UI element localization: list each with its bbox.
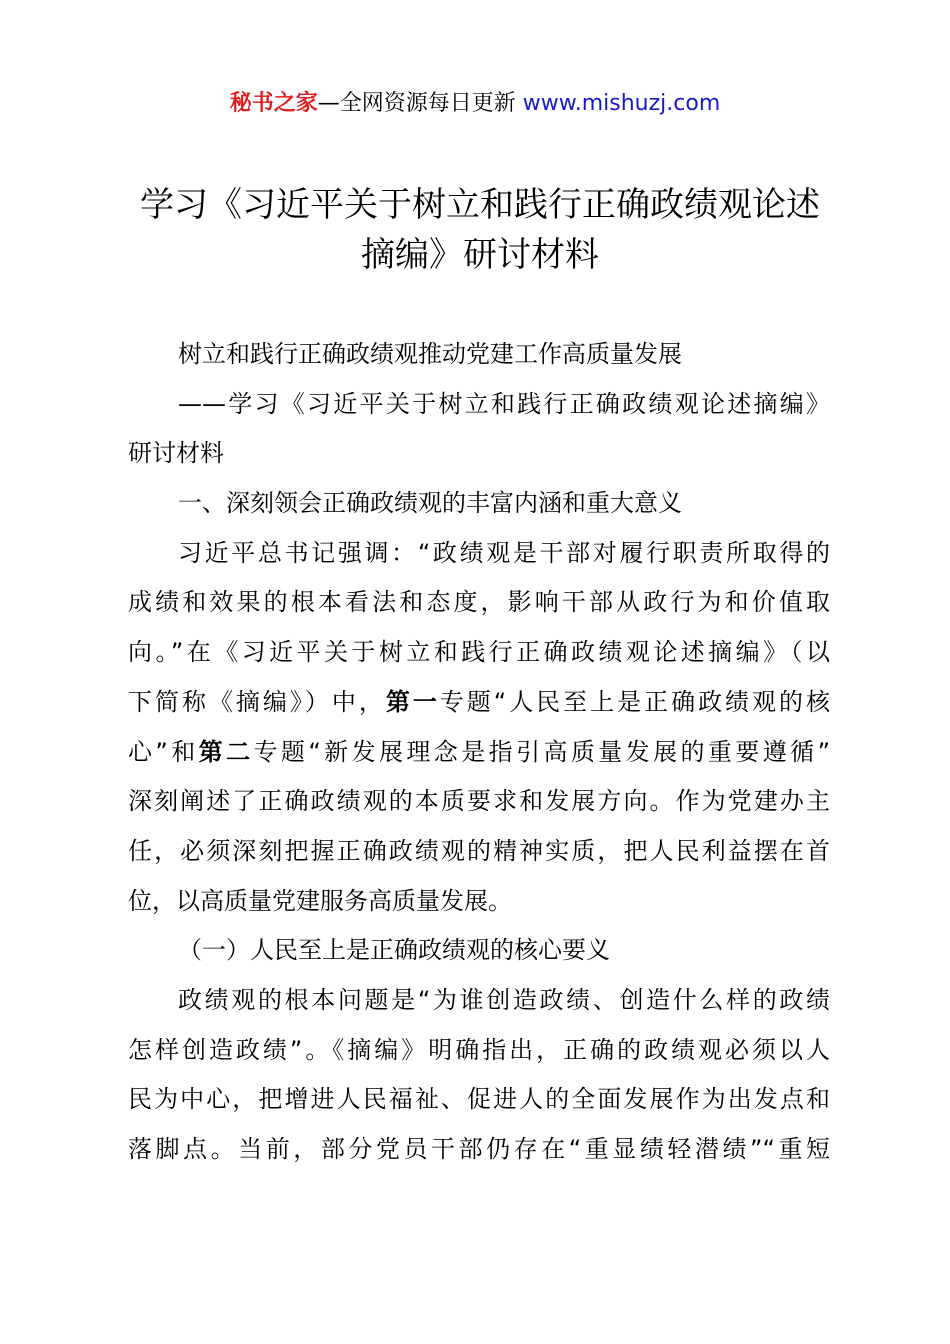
title-line-1: 学习《习近平关于树立和践行正确政绩观论述 bbox=[140, 185, 820, 225]
bold-text: 第二 bbox=[198, 737, 254, 766]
text-segment: 专题“新发展理念是指引高质量发展的重要遵循” bbox=[253, 737, 830, 766]
text-line: 怎样创造政绩”。《摘编》明确指出，正确的政绩观必须以人 bbox=[128, 1035, 830, 1064]
section-heading-1: 一、深刻领会正确政绩观的丰富内涵和重大意义 bbox=[178, 489, 682, 518]
site-header bbox=[0, 86, 950, 122]
text-line: 深刻阐述了正确政绩观的本质要求和发展方向。作为党建办主 bbox=[128, 787, 830, 816]
text-line: 向。”在《习近平关于树立和践行正确政绩观论述摘编》（以 bbox=[128, 638, 830, 667]
text-line: 习近平总书记强调：“政绩观是干部对履行职责所取得的 bbox=[178, 538, 830, 567]
title-line-2: 摘编》研讨材料 bbox=[361, 235, 599, 275]
text-line: 政绩观的根本问题是“为谁创造政绩、创造什么样的政绩 bbox=[178, 985, 830, 1014]
text-line: 成绩和效果的根本看法和态度，影响干部从政行为和价值取 bbox=[128, 588, 830, 617]
text-line: 民为中心，把增进人民福祉、促进人的全面发展作为出发点和 bbox=[128, 1085, 830, 1114]
text-line: 位，以高质量党建服务高质量发展。 bbox=[128, 886, 512, 915]
document-title bbox=[110, 180, 850, 280]
subtitle-source-end: 研讨材料 bbox=[128, 439, 224, 468]
subsection-heading-1: （一）人民至上是正确政绩观的核心要义 bbox=[178, 936, 610, 965]
subtitle-source: ——学习《习近平关于树立和践行正确政绩观论述摘编》 bbox=[178, 389, 830, 418]
site-url[interactable]: www.mishuzj.com bbox=[522, 91, 721, 116]
bold-text: 第一 bbox=[385, 687, 440, 716]
document-body bbox=[128, 330, 830, 1175]
brand-name: 秘书之家 bbox=[229, 91, 318, 116]
subtitle: 树立和践行正确政绩观推动党建工作高质量发展 bbox=[178, 340, 682, 368]
text-line: 任，必须深刻把握正确政绩观的精神实质，把人民利益摆在首 bbox=[128, 836, 830, 865]
text-line bbox=[128, 678, 830, 728]
text-line: 落脚点。当前，部分党员干部仍存在“重显绩轻潜绩”“重短 bbox=[128, 1135, 830, 1163]
tagline: —全网资源每日更新 bbox=[317, 91, 523, 116]
text-segment: 心”和 bbox=[128, 737, 199, 766]
text-line bbox=[128, 728, 830, 778]
text-segment: 专题“人民至上是正确政绩观的核 bbox=[439, 687, 831, 716]
text-segment: 下简称《摘编》）中， bbox=[128, 687, 386, 716]
